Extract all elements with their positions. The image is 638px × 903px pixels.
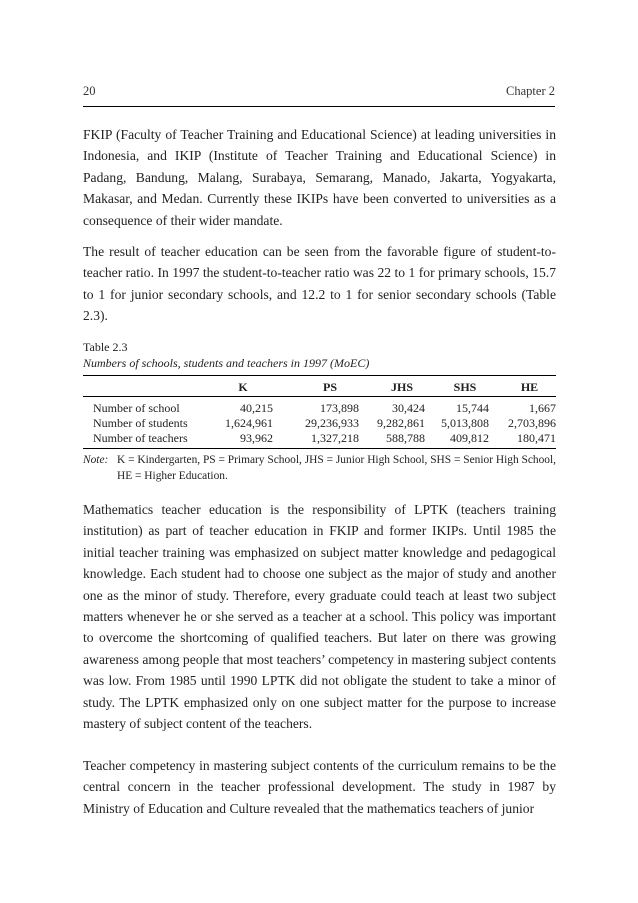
table-cell: Number of students xyxy=(93,416,188,430)
schools-table xyxy=(83,377,556,446)
table-row xyxy=(83,397,556,416)
table-note xyxy=(83,452,556,484)
table-cell: 15,744 xyxy=(456,401,489,415)
table-row xyxy=(83,416,556,431)
table-cell: 173,898 xyxy=(320,401,359,415)
note-label: Note: xyxy=(83,454,109,466)
header-rule xyxy=(83,106,555,107)
table-cell: 9,282,861 xyxy=(377,416,425,430)
table-cell: Number of school xyxy=(93,401,180,415)
table-cell: 5,013,808 xyxy=(441,416,489,430)
table-cell: 2,703,896 xyxy=(508,416,556,430)
table-cell: 1,667 xyxy=(529,401,556,415)
table-cell: 409,812 xyxy=(450,431,489,445)
table-header-cell: K xyxy=(238,379,248,394)
table-header-cell: SHS xyxy=(453,379,477,394)
paragraph-2: The result of teacher education can be seen from the favorable figure of student-to-teacher ratio. In 1997 the student-to-teacher ratio was 22 to 1 for primary schools, 15.7 to 1 for junior secondary schools, and 12.2 to 1 for senior secondary schools (Table 2.3). xyxy=(83,244,556,324)
table-cell: 40,215 xyxy=(240,401,273,415)
note-text: K = Kindergarten, PS = Primary School, JHS = Junior High School, SHS = Senior High School, HE = Higher Education. xyxy=(117,454,556,482)
chapter-label: Chapter 2 xyxy=(506,84,555,98)
table-header-row xyxy=(83,377,556,397)
page-number: 20 xyxy=(83,84,96,98)
table-label: Table 2.3 xyxy=(83,340,128,354)
paragraph-4: Teacher competency in mastering subject contents of the curriculum remains to be the central concern in the teacher professional development. The study in 1987 by Ministry of Education and Culture revealed that the mathematics teachers of junior xyxy=(83,758,556,816)
table-cell: 588,788 xyxy=(386,431,425,445)
table-row xyxy=(83,431,556,446)
paragraph-3: Mathematics teacher education is the responsibility of LPTK (teachers training institution) as part of teacher education in FKIP and former IKIPs. Until 1985 the initial teacher training was emphasized on subject matter knowledge and pedagogical knowledge. Each student had to choose one subject as the major of study and another one as the minor of study. Therefore, every graduate could teach at least two subject matters whenever he or she served as a teacher at a school. This policy was important to overcome the shortcoming of qualified teachers. But later on there was growing awareness among people that most teachers’ competency in mastering subject contents was low. From 1985 until 1990 LPTK did not obligate the student to take a minor of study. The LPTK emphasized only on one subject matter for the purpose to increase mastery of subject content of the teachers. xyxy=(83,502,556,732)
table-cell: 1,327,218 xyxy=(311,431,359,445)
table-bottom-rule xyxy=(83,448,556,449)
table-cell: 29,236,933 xyxy=(305,416,359,430)
table-cell: 1,624,961 xyxy=(225,416,273,430)
table-top-rule xyxy=(83,375,556,376)
paragraph-1: FKIP (Faculty of Teacher Training and Educational Science) at leading universities in Indonesia, and IKIP (Institute of Teacher Training and Educational Science) in Padang, Bandung, Malang, Surabaya, Semarang, Manado, Jakarta, Yogyakarta, Makasar, and Medan. Currently these IKIPs have been converted to universities as a consequence of their wider mandate. xyxy=(83,127,556,228)
table-cell: 30,424 xyxy=(392,401,425,415)
table-header-cell: HE xyxy=(520,379,539,394)
table-cell: Number of teachers xyxy=(93,431,188,445)
table-header-cell xyxy=(83,377,193,397)
table-header-cell: JHS xyxy=(390,379,413,394)
table-title: Numbers of schools, students and teachers in 1997 (MoEC) xyxy=(83,356,370,370)
table-header-cell: PS xyxy=(322,379,337,394)
table-cell: 93,962 xyxy=(240,431,273,445)
table-cell: 180,471 xyxy=(517,431,556,445)
